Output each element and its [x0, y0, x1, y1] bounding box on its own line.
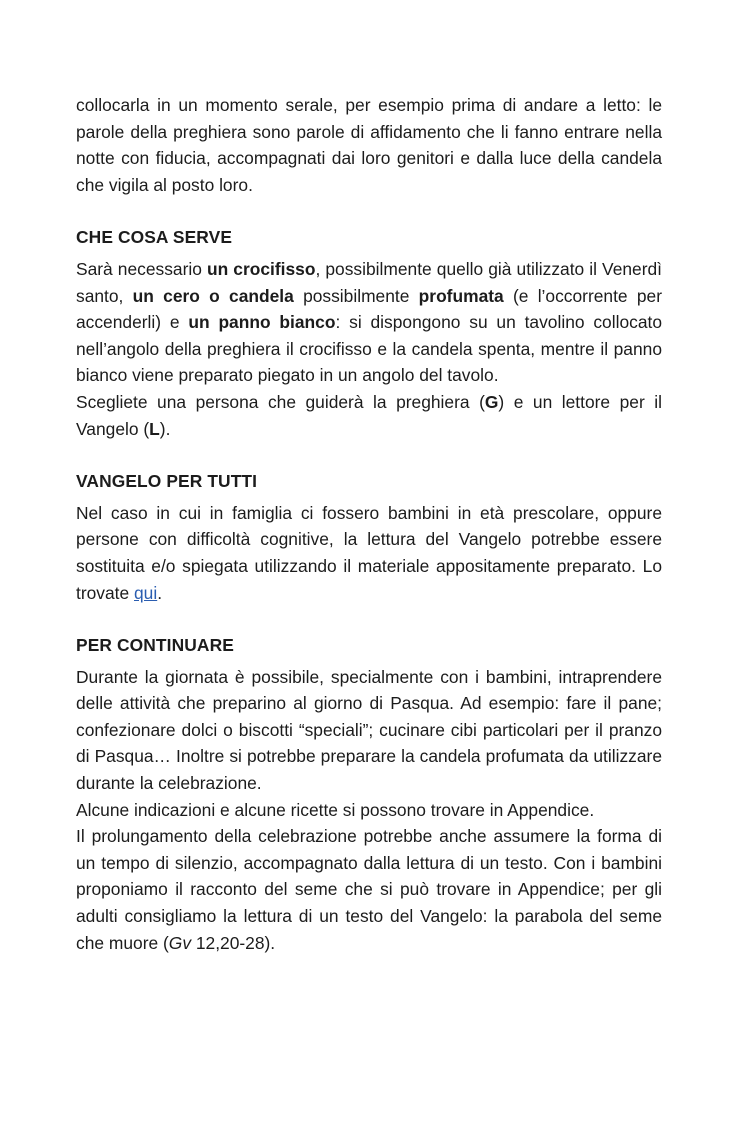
heading-per-continuare: PER CONTINUARE: [76, 635, 234, 656]
che-cosa-serve-paragraph-1: [76, 256, 662, 389]
text-span: .: [157, 582, 163, 603]
che-cosa-serve-paragraph-2: [76, 389, 662, 442]
qui-link[interactable]: qui: [134, 582, 158, 603]
per-continuare-paragraph-1: Durante la giornata è possibile, specialmente con i bambini, intraprendere delle attività che preparino al giorno di Pasqua. Ad esempio: fare il pane; confezionare dolci o biscotti “speciali”; cucinare cibi particolari per il pranzo di Pasqua… Inoltre si potrebbe preparare la candela profumata da utilizzare durante la celebrazione.: [76, 666, 662, 794]
text-span: Nel caso in cui in famiglia ci fossero bambini in età prescolare, oppure persone con difficoltà cognitive, la lettura del Vangelo potrebbe essere sostituita e/o spiegata utilizzando il materiale appositamente preparato. Lo trovate: [76, 502, 662, 603]
text-span: Sarà necessario: [76, 258, 207, 279]
per-continuare-paragraph-2: Alcune indicazioni e alcune ricette si possono trovare in Appendice.: [76, 799, 595, 820]
bold-profumata: profumata: [418, 285, 504, 306]
bold-g: G: [484, 391, 499, 412]
bold-cero-candela: un cero o candela: [132, 285, 294, 306]
bold-crocifisso: un crocifisso: [206, 258, 316, 279]
heading-vangelo-per-tutti: VANGELO PER TUTTI: [76, 471, 258, 492]
text-span: Il prolungamento della celebrazione potrebbe anche assumere la forma di un tempo di silenzio, accompagnato dalla lettura di un testo. Con i bambini proponiamo il racconto del seme che si può trovare in Appendice; per gli adulti consigliamo la lettura di un testo del Vangelo: la parabola del seme che muore (: [76, 826, 662, 953]
text-span: : si dispongono su un tavolino collocato nell’angolo della preghiera il crocifisso e la candela spenta, mentre il panno bianco viene preparato piegato in un angolo del tavolo.: [76, 312, 662, 386]
text-span: (e l’occorrente per accenderli) e: [76, 285, 662, 333]
text-span: ) e un lettore per il Vangelo (: [76, 391, 662, 439]
italic-gv: Gv: [168, 932, 192, 953]
heading-che-cosa-serve: CHE COSA SERVE: [76, 227, 233, 248]
document-page: [76, 92, 662, 956]
text-span: possibilmente: [293, 285, 419, 306]
intro-paragraph: collocarla in un momento serale, per esempio prima di andare a letto: le parole della preghiera sono parole di affidamento che li fanno entrare nella notte con fiducia, accompagnati dai loro genitori e dalla luce della candela che vigila al posto loro.: [76, 95, 662, 195]
text-span: Scegliete una persona che guiderà la preghiera (: [76, 391, 485, 412]
text-span: 12,20-28).: [191, 932, 276, 953]
text-span: , possibilmente quello già utilizzato il Venerdì santo,: [76, 258, 663, 306]
bold-l: L: [149, 418, 160, 439]
text-span: ).: [159, 418, 171, 439]
bold-panno-bianco: un panno bianco: [188, 312, 336, 333]
vangelo-per-tutti-paragraph: [76, 500, 662, 606]
per-continuare-paragraph-3: [76, 823, 662, 956]
